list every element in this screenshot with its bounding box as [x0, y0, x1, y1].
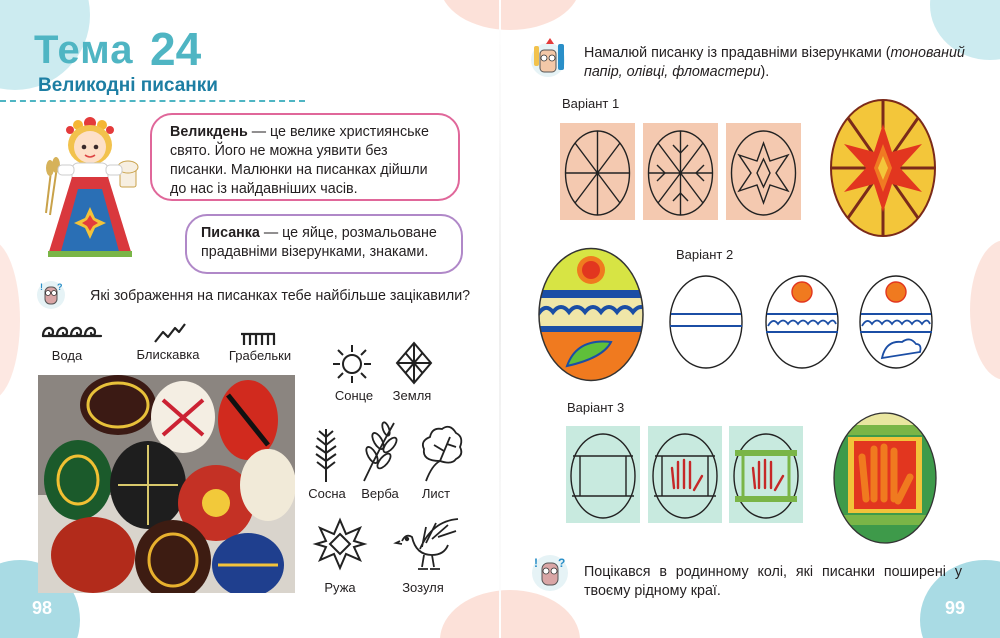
- speech-bubble-pysanka: [185, 214, 463, 274]
- ruzha-label: Ружа: [324, 580, 356, 595]
- zemlya-icon: [396, 342, 432, 384]
- sontse-icon: [332, 344, 372, 384]
- corner-blob-top-center: [440, 0, 580, 30]
- variant3-final-egg: [832, 411, 938, 545]
- owl-icon-bottom: [530, 553, 570, 593]
- task-text-italic: тонований папір, олівці, фломастери: [584, 45, 965, 80]
- side-blob-left: [0, 240, 20, 400]
- girl-illustration: [28, 105, 153, 265]
- variant2-step3: [858, 274, 934, 370]
- variant2-label: Варіант 2: [676, 247, 734, 262]
- question-text: Які зображення на писанках тебе найбільше зацікавили?: [90, 288, 471, 304]
- verba-label: Верба: [361, 486, 399, 501]
- bottom-note: Поцікався в родинному колі, які писанки поширені у твоєму рідному краї.: [584, 564, 962, 599]
- variant1-final-egg: [828, 96, 938, 238]
- grabelky-icon: [240, 332, 276, 346]
- corner-blob-bottom-center: [440, 590, 580, 638]
- variant2-step1: [668, 274, 744, 370]
- sosna-icon: [313, 427, 339, 483]
- bubble1-text: — це велике християнське свято. Його не можна уявити без писанки. Малюнки на писанках дійшли до нас із найдавніших часів.: [170, 124, 429, 197]
- title-divider: [0, 100, 305, 102]
- variant2-step2: [764, 274, 840, 370]
- bubble1-bold: Великдень: [170, 124, 248, 140]
- task-text: [584, 44, 979, 82]
- variant2-final-egg: [537, 246, 645, 383]
- grabelky-label: Грабельки: [228, 348, 292, 363]
- variant3-step2: [648, 426, 722, 523]
- sontse-label: Сонце: [334, 388, 374, 403]
- zemlya-label: Земля: [392, 388, 432, 403]
- bliskavka-icon: [153, 322, 187, 344]
- lyst-icon: [418, 425, 464, 483]
- svg-text:!: !: [40, 282, 43, 292]
- page-number-right: 99: [945, 598, 966, 618]
- task-text-end: ).: [760, 64, 770, 80]
- zozulya-icon: [396, 515, 460, 577]
- bliskavka-label: Блискавка: [136, 347, 200, 362]
- variant1-step2: [643, 123, 718, 220]
- page-spine: [499, 0, 501, 638]
- variant1-label: Варіант 1: [562, 96, 620, 111]
- sosna-label: Сосна: [308, 486, 346, 501]
- task-text-main: Намалюй писанку із прадавніми візерунками (: [584, 45, 891, 61]
- theme-number: 24: [150, 23, 202, 75]
- variant3-step3: [729, 426, 803, 523]
- svg-text:?: ?: [558, 556, 566, 570]
- variant1-step3: [726, 123, 801, 220]
- lyst-label: Лист: [421, 486, 451, 501]
- zozulya-label: Зозуля: [402, 580, 444, 595]
- variant3-step1: [566, 426, 640, 523]
- voda-label: Вода: [51, 348, 83, 363]
- page-number-left: 98: [32, 598, 53, 618]
- speech-bubble-velykden: [150, 113, 460, 201]
- ruzha-icon: [315, 519, 365, 569]
- variant1-step1: [560, 123, 635, 220]
- bubble2-bold: Писанка: [201, 225, 260, 241]
- theme-word: Тема: [34, 28, 134, 72]
- svg-text:!: !: [534, 556, 538, 570]
- variant3-label: Варіант 3: [567, 400, 625, 415]
- verba-icon: [356, 421, 400, 483]
- side-blob-right: [970, 240, 1000, 380]
- voda-icon: [40, 322, 104, 342]
- pysanky-photo: [38, 375, 295, 593]
- artist-icon: [530, 38, 570, 80]
- owl-icon: [36, 280, 66, 310]
- bubble2-text: — це яйце, розмальоване прадавніми візерунками, знаками.: [201, 225, 437, 260]
- svg-text:?: ?: [57, 282, 63, 292]
- page-subtitle: Великодні писанки: [38, 75, 218, 96]
